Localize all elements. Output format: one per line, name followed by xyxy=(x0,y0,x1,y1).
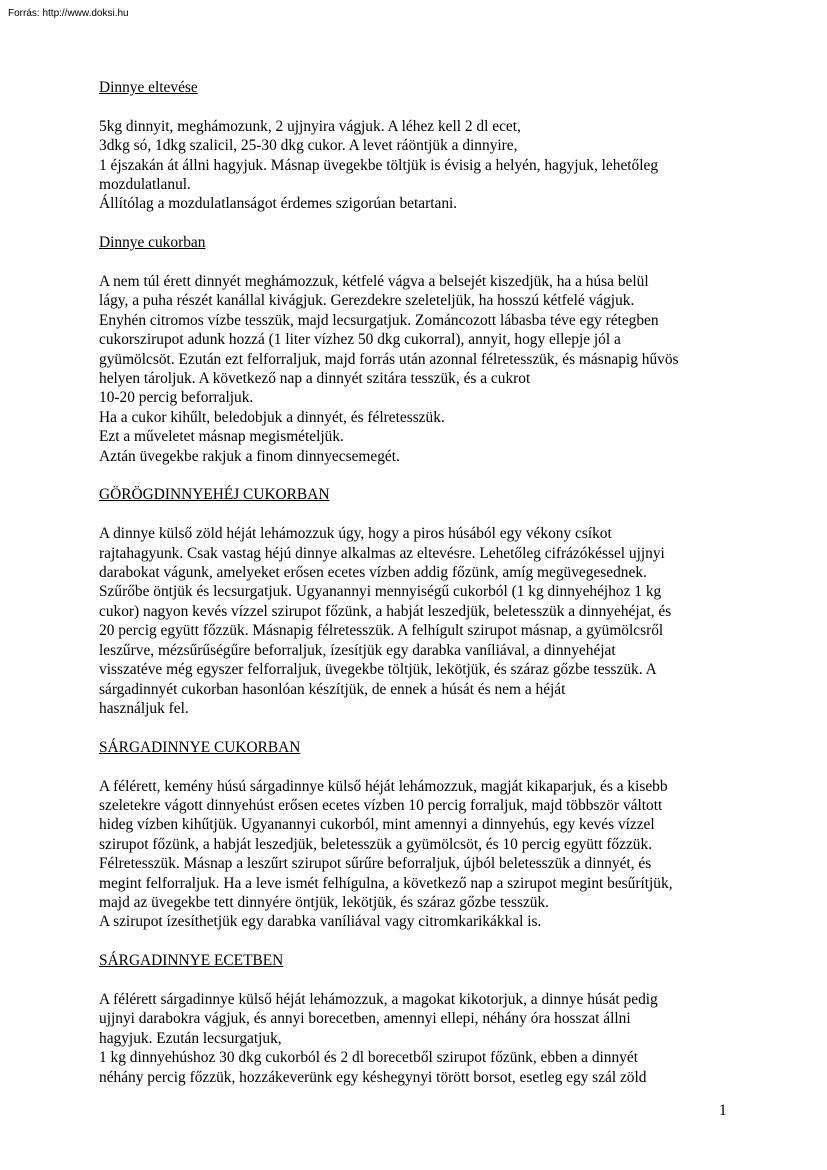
text-line: mozdulatlanul. xyxy=(99,176,191,194)
text-line: 10-20 percig beforraljuk. xyxy=(99,389,254,407)
text-line: Aztán üvegekbe rakjuk a finom dinnyecsemegét. xyxy=(99,447,400,465)
text-line: 1 éjszakán át állni hagyjuk. Másnap üvegekbe töltjük is évisig a helyén, hagyjuk, lehetőleg xyxy=(99,156,659,174)
text-line: 3dkg só, 1dkg szalicil, 25-30 dkg cukor. A levet ráöntjük a dinnyire, xyxy=(99,137,518,155)
page-number: 1 xyxy=(719,1102,727,1119)
text-line: használjuk fel. xyxy=(99,699,189,717)
text-line: visszatéve még egyszer felforraljuk, üvegekbe töltjük, lekötjük, és száraz gőzbe tesszük. A xyxy=(99,661,657,679)
section-body-dinnye-cukorban xyxy=(99,272,739,466)
text-line: hagyjuk. Ezután lecsurgatjuk, xyxy=(99,1029,282,1047)
text-line: Ha a cukor kihűlt, beledobjuk a dinnyét, és félretesszük. xyxy=(99,408,445,426)
text-line: sárgadinnyét cukorban hasonlóan készítjük, de ennek a húsát és nem a héját xyxy=(99,680,566,698)
section-body-sargadinnye-cukorban xyxy=(99,777,739,932)
section-title-dinnye-eltevese: Dinnye eltevése xyxy=(99,79,198,96)
text-line: cukorszirupot adunk hozzá (1 liter vízhez 50 dkg cukorral), annyit, hogy ellepje jól a xyxy=(99,331,621,349)
section-title-sargadinnye-cukorban: SÁRGADINNYE CUKORBAN xyxy=(99,738,301,756)
section-body-sargadinnye-ecetben xyxy=(99,990,739,1087)
text-line: Ezt a műveletet másnap megismételjük. xyxy=(99,428,344,446)
text-line: majd az üvegekbe tett dinnyére öntjük, lekötjük, és száraz gőzbe tesszük. xyxy=(99,893,550,911)
source-url-text: Forrás: http://www.doksi.hu xyxy=(8,8,129,19)
section-title-gorogdinnyehej-cukorban: GÖRÖGDINNYEHÉJ CUKORBAN xyxy=(99,486,330,504)
text-line: néhány percig főzzük, hozzákeverünk egy késhegynyi törött borsot, esetleg egy szál zöld xyxy=(99,1068,647,1086)
text-line: rajtahagyunk. Csak vastag héjú dinnye alkalmas az eltevésre. Lehetőleg cifrázókéssel ujjnyi xyxy=(99,544,665,562)
text-line: A félérett sárgadinnye külső héját lehámozzuk, a magokat kikotorjuk, a dinnye húsát pedig xyxy=(99,990,658,1008)
text-line: helyen tároljuk. A következő nap a dinnyét szitára tesszük, és a cukrot xyxy=(99,370,531,388)
text-line: darabokat vágunk, amelyeket erősen ecetes vízben addig főzünk, amíg megüvegesednek. xyxy=(99,564,647,582)
text-line: leszűrve, mézsűrűségűre beforraljuk, ízesítjük egy darabka vaníliával, a dinnyehéjat xyxy=(99,641,616,659)
text-line: 1 kg dinnyehúshoz 30 dkg cukorból és 2 dl borecetből szirupot főzünk, ebben a dinnyét xyxy=(99,1049,638,1067)
text-line: A félérett, kemény húsú sárgadinnye külső héját lehámozzuk, magját kikaparjuk, és a kisebb xyxy=(99,777,668,795)
section-title-sargadinnye-ecetben: SÁRGADINNYE ECETBEN xyxy=(99,952,284,970)
section-body-dinnye-eltevese xyxy=(99,117,739,214)
document-page xyxy=(99,78,739,1087)
text-line: hideg vízben kihűtjük. Ugyanannyi cukorból, mint amennyi a dinnyehús, egy kevés vízzel xyxy=(99,816,655,834)
text-line: Enyhén citromos vízbe tesszük, majd lecsurgatjuk. Zománcozott lábasba téve egy rétegben xyxy=(99,311,659,329)
text-line: Szűrőbe öntjük és lecsurgatjuk. Ugyanannyi mennyiségű cukorból (1 kg dinnyehéjhoz 1 kg xyxy=(99,583,662,601)
text-line: lágy, a puha részét kanállal kivágjuk. Gerezdekre szeleteljük, ha hosszú kétfelé vágjuk. xyxy=(99,292,635,310)
text-line: A dinnye külső zöld héját lehámozzuk úgy, hogy a piros húsából egy vékony csíkot xyxy=(99,525,612,543)
text-line: szeletekre vágott dinnyehúst erősen ecetes vízben 10 percig forraljuk, majd többször váltott xyxy=(99,796,663,814)
text-line: megint felforraljuk. Ha a leve ismét felhígulna, a következő nap a szirupot megint besűrítjük, xyxy=(99,874,673,892)
text-line: A nem túl érett dinnyét meghámozzuk, kétfelé vágva a belsejét kiszedjük, ha a húsa belül xyxy=(99,273,649,291)
text-line: Félretesszük. Másnap a leszűrt szirupot sűrűre beforraljuk, újból beletesszük a dinnyét, és xyxy=(99,855,652,873)
text-line: 5kg dinnyit, meghámozunk, 2 ujjnyira vágjuk. A léhez kell 2 dl ecet, xyxy=(99,117,521,135)
text-line: cukor) nagyon kevés vízzel szirupot főzünk, a habját leszedjük, beletesszük a dinnyehéjat, és xyxy=(99,602,672,620)
text-line: gyümölcsöt. Ezután ezt felforraljuk, majd forrás után azonnal félretesszük, és másnapig hűvös xyxy=(99,350,679,368)
text-line: szirupot főzünk, a habját leszedjük, beletesszük a gyümölcsöt, és 10 percig együtt főzzük. xyxy=(99,835,653,853)
text-line: ujjnyi darabokra vágjuk, és annyi borecetben, amennyi ellepi, néhány óra hosszat állni xyxy=(99,1010,631,1028)
text-line: A szirupot ízesíthetjük egy darabka vaníliával vagy citromkarikákkal is. xyxy=(99,913,542,931)
text-line: Állítólag a mozdulatlanságot érdemes szigorúan betartani. xyxy=(99,195,458,213)
section-body-gorogdinnyehej-cukorban xyxy=(99,524,739,718)
text-line: 20 percig együtt főzzük. Másnapig félretesszük. A felhígult szirupot másnap, a gyümölcsről xyxy=(99,622,664,640)
section-title-dinnye-cukorban: Dinnye cukorban xyxy=(99,234,206,252)
